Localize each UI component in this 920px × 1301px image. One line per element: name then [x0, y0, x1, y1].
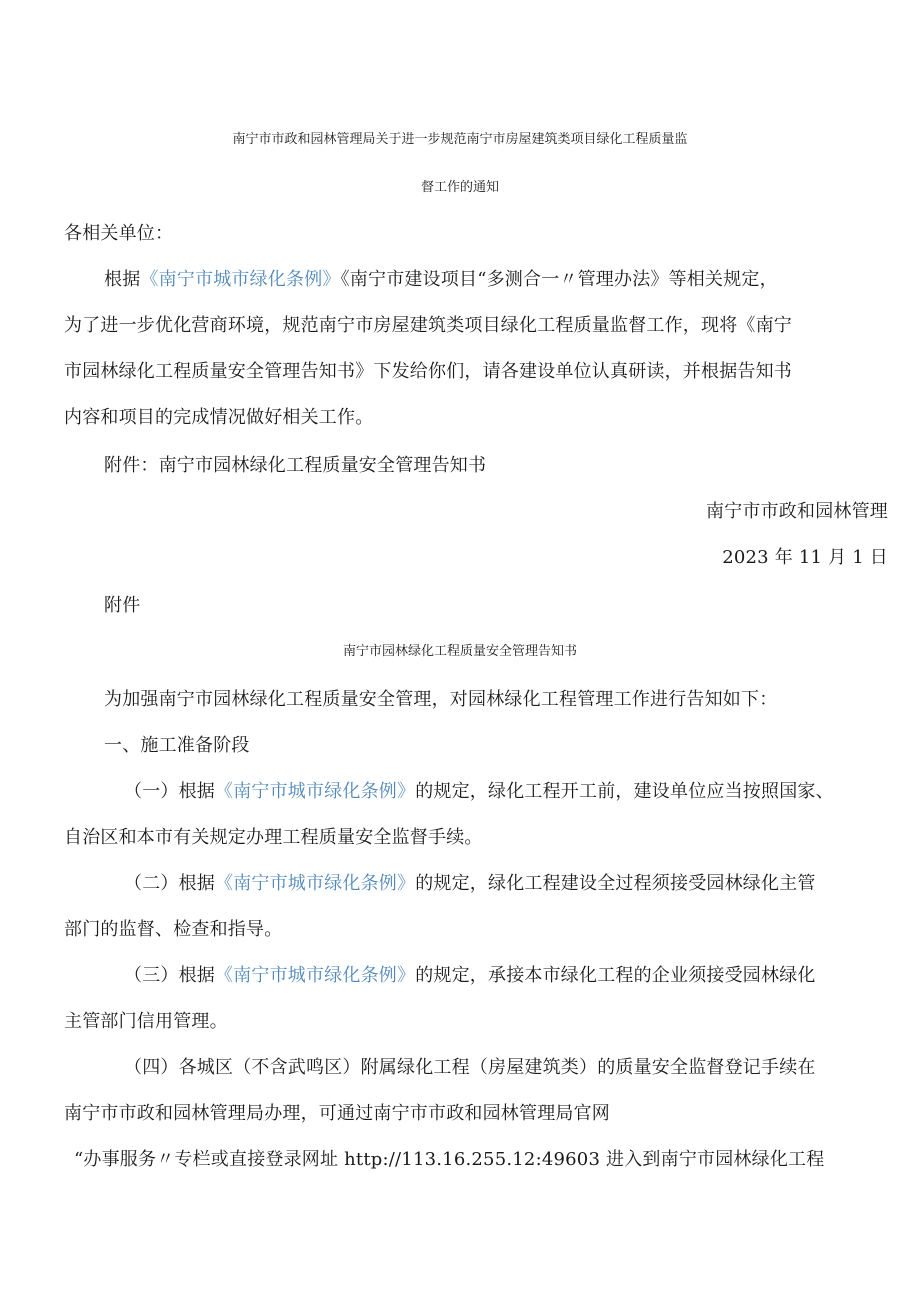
- text-segment: 《南宁市建设项目“多测合一〃管理办法》等相关规定，: [340, 269, 778, 290]
- item-4-line-1: （四）各城区（不含武鸣区）附属绿化工程（房屋建筑类）的质量安全监督登记手续在: [124, 1057, 816, 1078]
- text-segment: 的规定，绿化工程建设全过程须接受园林绿化主管: [415, 873, 816, 894]
- item-2-line-1: [124, 872, 816, 896]
- addressee: 各相关单位：: [64, 223, 174, 244]
- item-4-line-2: 南宁市市政和园林管理局办理，可通过南宁市市政和园林管理局官网: [64, 1103, 610, 1124]
- appendix-intro: 为加强南宁市园林绿化工程质量安全管理，对园林绿化工程管理工作进行告知如下：: [104, 689, 778, 710]
- document-title-line1: 南宁市市政和园林管理局关于进一步规范南宁市房屋建筑类项目绿化工程质量监: [232, 132, 688, 147]
- text-segment: （二）根据: [124, 873, 215, 894]
- signature-org: 南宁市市政和园林管理: [706, 501, 888, 522]
- paragraph-1-line-1: [104, 268, 778, 292]
- paragraph-1-line-2: 为了进一步优化营商环境，规范南宁市房屋建筑类项目绿化工程质量监督工作，现将《南宁: [64, 315, 792, 336]
- paragraph-1-line-3: 市园林绿化工程质量安全管理告知书》下发给你们，请各建设单位认真研读，并根据告知书: [64, 361, 792, 382]
- regulation-link[interactable]: 《南宁市城市绿化条例》: [215, 965, 416, 986]
- item-1-line-2: 自治区和本市有关规定办理工程质量安全监督手续。: [64, 827, 483, 848]
- signature-date: 2023 年 11 月 1 日: [722, 547, 888, 568]
- item-2-line-2: 部门的监督、检查和指导。: [64, 919, 283, 940]
- paragraph-1-line-4: 内容和项目的完成情况做好相关工作。: [64, 407, 374, 428]
- item-1-line-1: [124, 780, 834, 804]
- item-4-line-3: “办事服务〃专栏或直接登录网址 http://113.16.255.12:49603 进入到南宁市园林绿化工程: [74, 1149, 825, 1170]
- text-segment: （三）根据: [124, 965, 215, 986]
- appendix-title: 南宁市园林绿化工程质量安全管理告知书: [342, 644, 577, 659]
- regulation-link[interactable]: 《南宁市城市绿化条例》: [215, 873, 416, 894]
- item-3-line-1: [124, 964, 816, 988]
- attachment-line: 附件：南宁市园林绿化工程质量安全管理告知书: [104, 455, 487, 476]
- text-segment: 的规定，绿化工程开工前，建设单位应当按照国家、: [415, 781, 834, 802]
- regulation-link[interactable]: 《南宁市城市绿化条例》: [140, 269, 341, 290]
- section-heading: 一、施工准备阶段: [104, 735, 250, 756]
- text-segment: （一）根据: [124, 781, 215, 802]
- item-3-line-2: 主管部门信用管理。: [64, 1011, 228, 1032]
- regulation-link[interactable]: 《南宁市城市绿化条例》: [215, 781, 416, 802]
- document-title-line2: 督工作的通知: [420, 180, 499, 195]
- text-segment: 的规定，承接本市绿化工程的企业须接受园林绿化: [415, 965, 816, 986]
- appendix-label: 附件: [104, 595, 141, 616]
- text-segment: 根据: [104, 269, 141, 290]
